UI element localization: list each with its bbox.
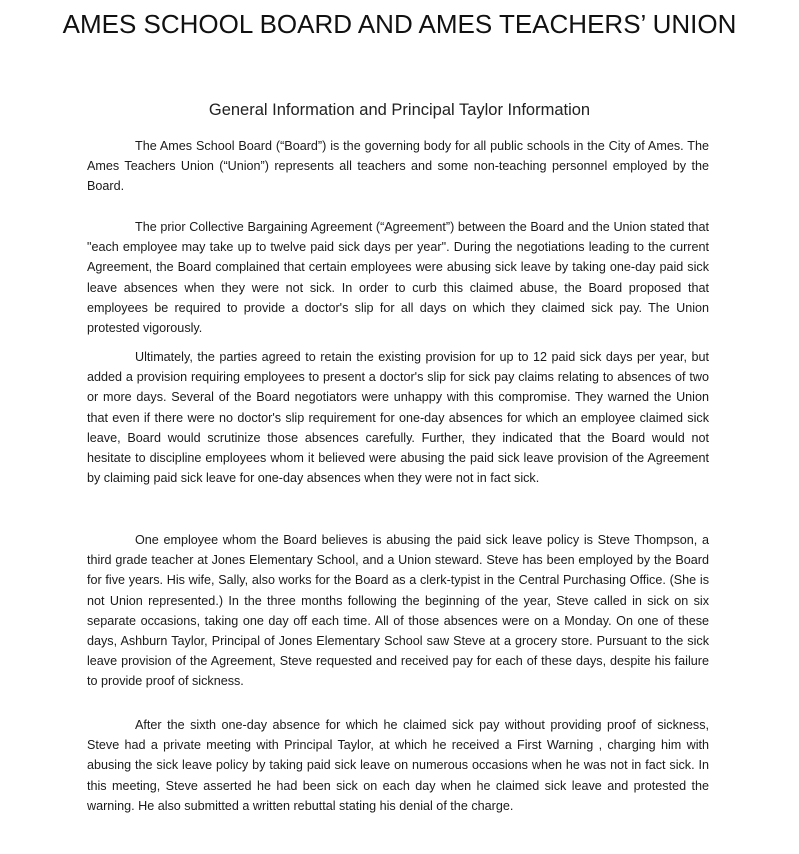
paragraph-3-text: Ultimately, the parties agreed to retain the existing provision for up to 12 paid sick days per year, but added a provision requiring employees to present a doctor's slip for sick pay claims relating to absences of two or more days. Several of the Board negotiators were unhappy with this compromise. They warned the Union that even if there were no doctor's slip requirement for one-day absences for which an employee claimed sick leave, Board would scrutinize those absences carefully. Further, they indicated that the Board would not hesitate to discipline employees whom it believed were abusing the paid sick leave provision of the Agreement by claiming paid sick leave for one-day absences when they were not in fact sick. [87,350,709,486]
paragraph-1 [87,136,709,197]
paragraph-2 [87,217,709,338]
paragraph-5 [87,715,709,816]
section-subtitle: General Information and Principal Taylor Information [208,101,591,119]
paragraph-5-text: After the sixth one-day absence for which he claimed sick pay without providing proof of sickness, Steve had a private meeting with Principal Taylor, at which he received a First Warning , charging him with abusing the sick leave policy by taking paid sick leave on numerous occasions when he was not in fact sick. In this meeting, Steve asserted he had been sick on each day when he claimed sick leave and protested the warning. He also submitted a written rebuttal stating his denial of the charge. [87,718,709,813]
paragraph-4-text: One employee whom the Board believes is abusing the paid sick leave policy is Steve Thompson, a third grade teacher at Jones Elementary School, and a Union steward. Steve has been employed by the Board for five years. His wife, Sally, also works for the Board as a clerk-typist in the Central Purchasing Office. (She is not Union represented.) In the three months following the beginning of the year, Steve called in sick on six separate occasions, taking one day off each time. All of those absences were on a Monday. On one of these days, Ashburn Taylor, Principal of Jones Elementary School saw Steve at a grocery store. Pursuant to the sick leave provision of the Agreement, Steve requested and received pay for each of these days, despite his failure to provide proof of sickness. [87,533,709,689]
paragraph-4 [87,530,709,692]
document-title: AMES SCHOOL BOARD AND AMES TEACHERS’ UNION [62,9,737,39]
paragraph-2-text: The prior Collective Bargaining Agreement (“Agreement”) between the Board and the Union stated that "each employee may take up to twelve paid sick days per year". During the negotiations leading to the current Agreement, the Board complained that certain employees were abusing sick leave by taking one-day paid sick leave absences when they were not sick. In order to curb this claimed abuse, the Board proposed that employees be required to provide a doctor's slip for all days on which they claimed sick pay. The Union protested vigorously. [87,220,709,336]
paragraph-1-text: The Ames School Board (“Board”) is the governing body for all public schools in the City of Ames. The Ames Teachers Union (“Union”) represents all teachers and some non-teaching personnel employed by the Board. [87,139,709,194]
paragraph-3 [87,347,709,488]
